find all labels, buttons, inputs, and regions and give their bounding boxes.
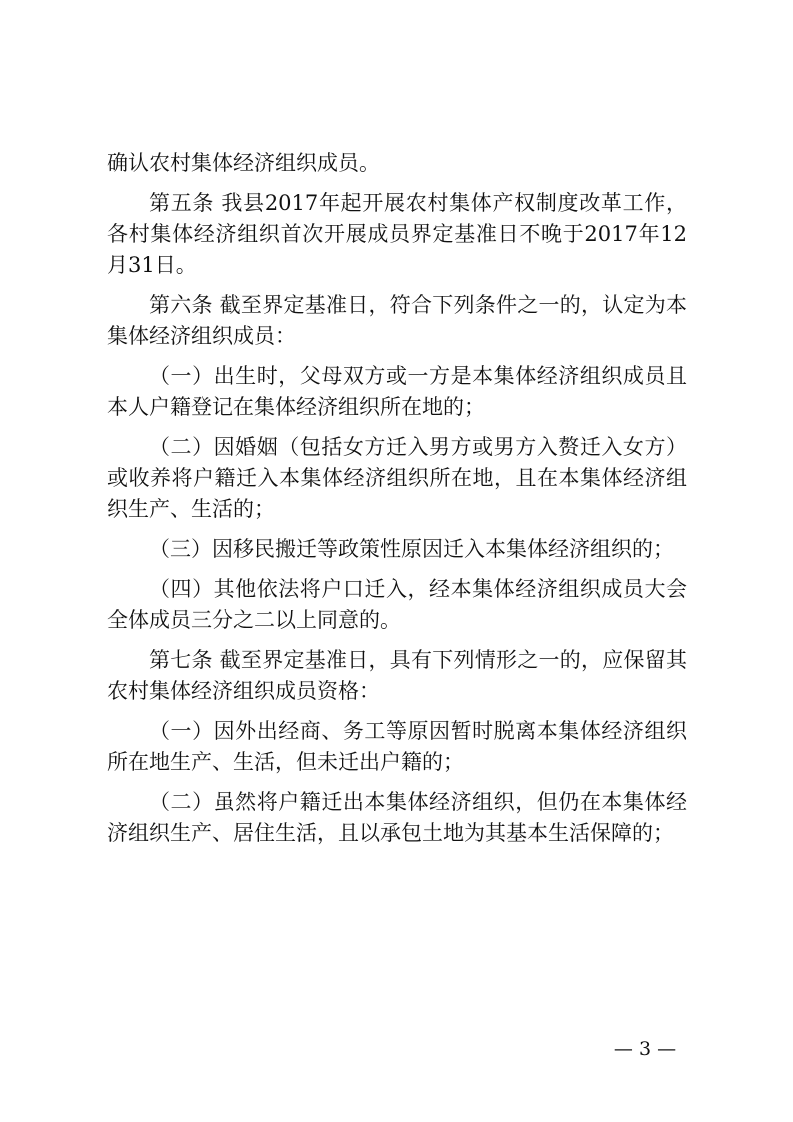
page-number: — 3 — bbox=[613, 1038, 677, 1060]
paragraph-1: 确认农村集体经济组织成员。 bbox=[107, 151, 380, 175]
article-5: 第五条 我县2017年起开展农村集体产权制度改革工作，各村集体经济组织首次开展成员界定基准日不晚于2017年12月31日。 bbox=[107, 191, 687, 277]
article-6-item-3: （三）因移民搬迁等政策性原因迁入本集体经济组织的； bbox=[149, 537, 674, 561]
article-7-item-2: （二）虽然将户籍迁出本集体经济组织，但仍在本集体经济组织生产、居住生活，且以承包土地为其基本生活保障的； bbox=[107, 790, 687, 845]
article-7: 第七条 截至界定基准日，具有下列情形之一的，应保留其农村集体经济组织成员资格： bbox=[107, 648, 687, 703]
article-6-item-2: （二）因婚姻（包括女方迁入男方或男方入赘迁入女方）或收养将户籍迁入本集体经济组织所在地，且在本集体经济组织生产、生活的； bbox=[107, 435, 687, 521]
article-6: 第六条 截至界定基准日，符合下列条件之一的，认定为本集体经济组织成员： bbox=[107, 293, 687, 348]
article-6-item-4: （四）其他依法将户口迁入，经本集体经济组织成员大会全体成员三分之二以上同意的。 bbox=[107, 577, 687, 632]
body-text bbox=[107, 148, 687, 858]
article-6-item-1: （一）出生时，父母双方或一方是本集体经济组织成员且本人户籍登记在集体经济组织所在地的； bbox=[107, 364, 687, 419]
article-7-item-1: （一）因外出经商、务工等原因暂时脱离本集体经济组织所在地生产、生活，但未迁出户籍的； bbox=[107, 719, 687, 774]
